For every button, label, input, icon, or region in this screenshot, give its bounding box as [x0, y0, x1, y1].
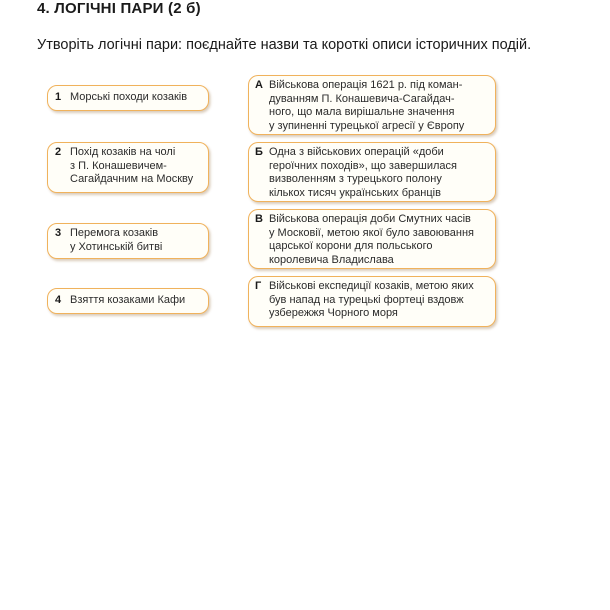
event-card-3	[47, 223, 209, 259]
description-letter: В	[255, 213, 263, 225]
description-card-b	[248, 142, 496, 202]
event-card-1	[47, 85, 209, 111]
event-card-4	[47, 288, 209, 314]
description-letter: Б	[255, 146, 263, 158]
event-number: 4	[55, 294, 62, 307]
description-letter: А	[255, 79, 263, 91]
description-card-v	[248, 209, 496, 269]
description-card-h	[248, 276, 496, 327]
event-text: Морські походи козаків	[70, 91, 188, 104]
description-text: Одна з військових операцій «доби героїчних походів», що завершилася визволенням з турецького полону кількох тисяч українських бранців	[269, 146, 458, 199]
description-text: Військова операція доби Смутних часів у Московії, метою якої було завоювання царської корони для польського королевича Владислава	[269, 213, 474, 266]
event-number: 3	[55, 227, 62, 239]
event-number: 2	[55, 146, 62, 158]
event-card-2	[47, 142, 209, 193]
event-text: Похід козаків на чолі з П. Конашевичем- Сагайдачним на Москву	[70, 146, 194, 186]
description-card-a	[248, 75, 496, 135]
description-letter: Г	[255, 280, 262, 292]
task-instructions: Утворіть логічні пари: поєднайте назви та короткі описи історичних подій.	[37, 37, 532, 53]
description-text: Військові експедиції козаків, метою яких був напад на турецькі фортеці вздовж узбережжя Чорного моря	[269, 280, 474, 320]
event-number: 1	[55, 91, 62, 104]
event-text: Перемога козаків у Хотинській битві	[70, 227, 163, 253]
description-text: Військова операція 1621 р. під коман- дуванням П. Конашевича-Сагайдач- ного, що мала вирішальне значення у зупиненні турецької агресії у Європу	[269, 79, 465, 132]
task-heading: 4. ЛОГІЧНІ ПАРИ (2 б)	[37, 0, 201, 17]
event-text: Взяття козаками Кафи	[70, 294, 186, 307]
